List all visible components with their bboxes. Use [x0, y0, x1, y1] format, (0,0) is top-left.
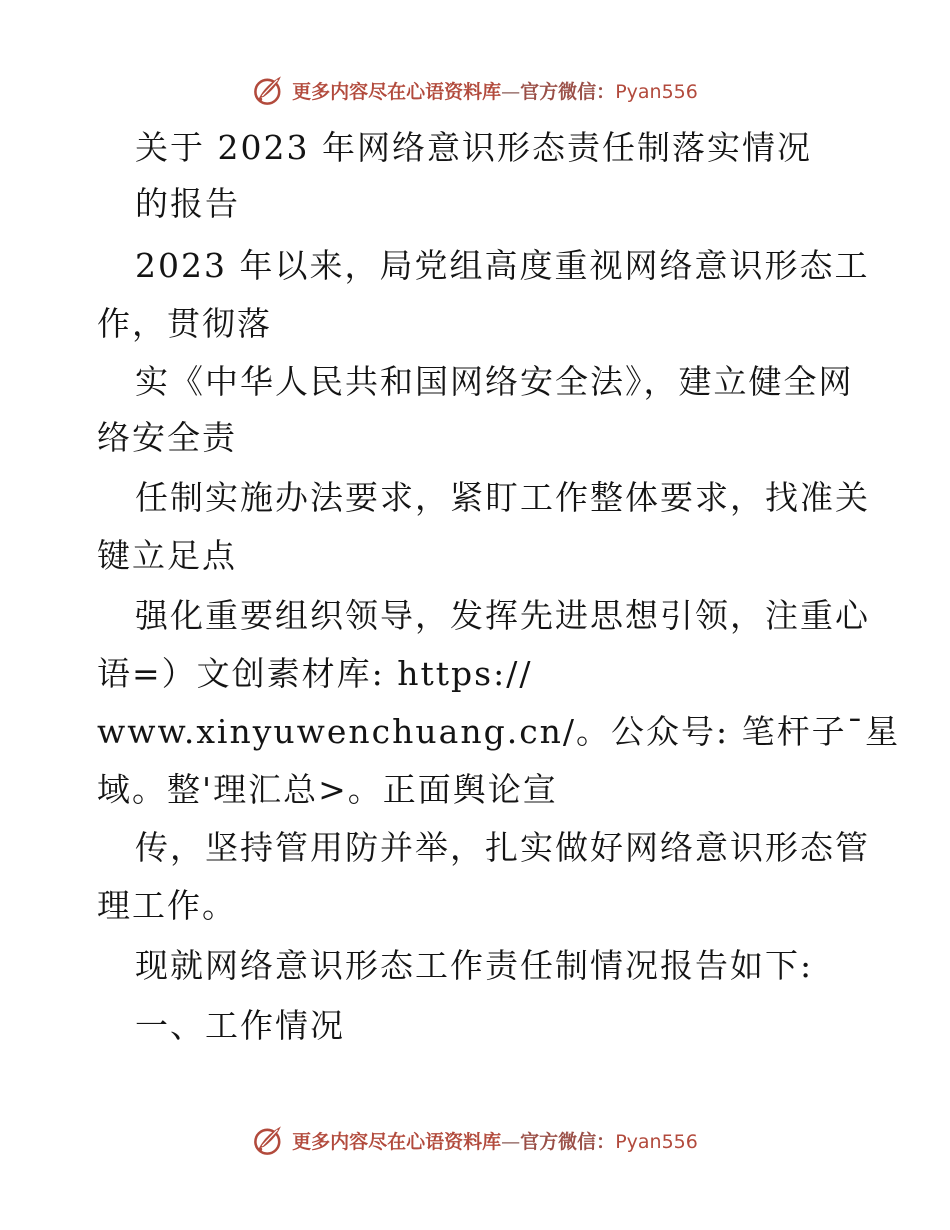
paragraph-line: 域。整'理汇总>。正面舆论宣: [97, 770, 558, 809]
title-line-2: 的报告: [135, 184, 240, 223]
footer-watermark: [0, 1120, 950, 1160]
watermark-text: [292, 77, 698, 104]
title-line-1: 关于 2023 年网络意识形态责任制落实情况: [135, 128, 812, 167]
paragraph-line: 络安全责: [97, 418, 237, 457]
paragraph-line: 现就网络意识形态工作责任制情况报告如下:: [135, 946, 814, 985]
paragraph-line: www.xinyuwenchuang.cn/。公众号: 笔杆子¯星: [97, 712, 901, 751]
watermark-title: 更多内容尽在心语资料库: [292, 1130, 502, 1153]
paragraph-line: 任制实施办法要求，紧盯工作整体要求，找准关: [135, 478, 870, 517]
paragraph-line: 理工作。: [97, 886, 237, 925]
paragraph-line: 作，贯彻落: [97, 304, 272, 343]
watermark-title: 更多内容尽在心语资料库: [292, 80, 502, 103]
paragraph-line: 键立足点: [97, 536, 237, 575]
paragraph-line: 强化重要组织领导，发挥先进思想引领，注重心: [135, 596, 870, 635]
paragraph-line: 实《中华人民共和国网络安全法》，建立健全网: [135, 362, 854, 401]
section-heading: 一、工作情况: [135, 1006, 345, 1045]
paragraph-line: 传，坚持管用防并举，扎实做好网络意识形态管: [135, 828, 870, 867]
quill-logo-icon: [252, 73, 286, 107]
watermark-separator: —: [501, 1130, 521, 1153]
watermark-separator: —: [501, 80, 521, 103]
header-watermark: [0, 70, 950, 110]
watermark-text: [292, 1127, 698, 1154]
paragraph-line: 语=）文创素材库: https://: [97, 654, 533, 693]
watermark-wechat-id: Pyan556: [615, 80, 698, 103]
quill-logo-icon: [252, 1123, 286, 1157]
paragraph-line: 2023 年以来，局党组高度重视网络意识形态工: [135, 246, 870, 285]
watermark-label: 官方微信：: [520, 80, 616, 103]
watermark-label: 官方微信：: [520, 1130, 616, 1153]
watermark-wechat-id: Pyan556: [615, 1130, 698, 1153]
